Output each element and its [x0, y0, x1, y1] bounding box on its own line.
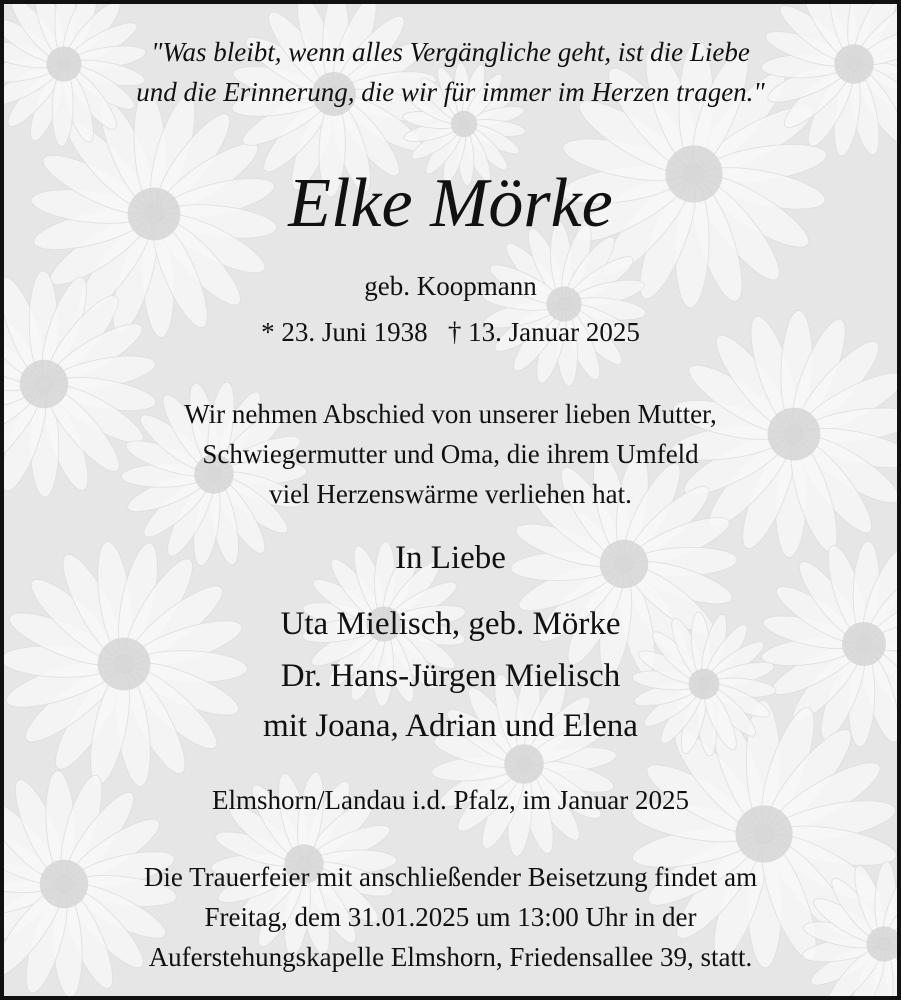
farewell-line-2: Schwiegermutter und Oma, die ihrem Umfeld [202, 439, 699, 469]
mourner-line-3: mit Joana, Adrian und Elena [263, 708, 638, 744]
ceremony-line-3: Auferstehungskapelle Elmshorn, Friedensallee 39, statt. [148, 942, 753, 972]
ceremony-line-2: Freitag, dem 31.01.2025 um 13:00 Uhr in der [204, 902, 697, 932]
quote-line-1: "Was bleibt, wenn alles Vergängliche geht, ist die Liebe [151, 37, 750, 67]
in-love-heading: In Liebe [395, 540, 506, 576]
mourner-line-1: Uta Mielisch, geb. Mörke [280, 606, 621, 642]
ceremony-line-1: Die Trauerfeier mit anschließender Beisetzung findet am [143, 862, 758, 892]
place-and-date: Elmshorn/Landau i.d. Pfalz, im Januar 2025 [212, 785, 689, 815]
mourner-line-2: Dr. Hans-Jürgen Mielisch [280, 658, 621, 694]
farewell-line-1: Wir nehmen Abschied von unserer lieben Mutter, [184, 399, 717, 429]
notice-content [4, 4, 897, 996]
maiden-name: geb. Koopmann [364, 271, 537, 301]
quote-line-2: und die Erinnerung, die wir für immer im Herzen tragen." [136, 77, 765, 107]
life-dates: * 23. Juni 1938 † 13. Januar 2025 [261, 317, 640, 347]
farewell-line-3: viel Herzenswärme verliehen hat. [269, 479, 632, 509]
deceased-name: Elke Mörke [288, 165, 613, 242]
